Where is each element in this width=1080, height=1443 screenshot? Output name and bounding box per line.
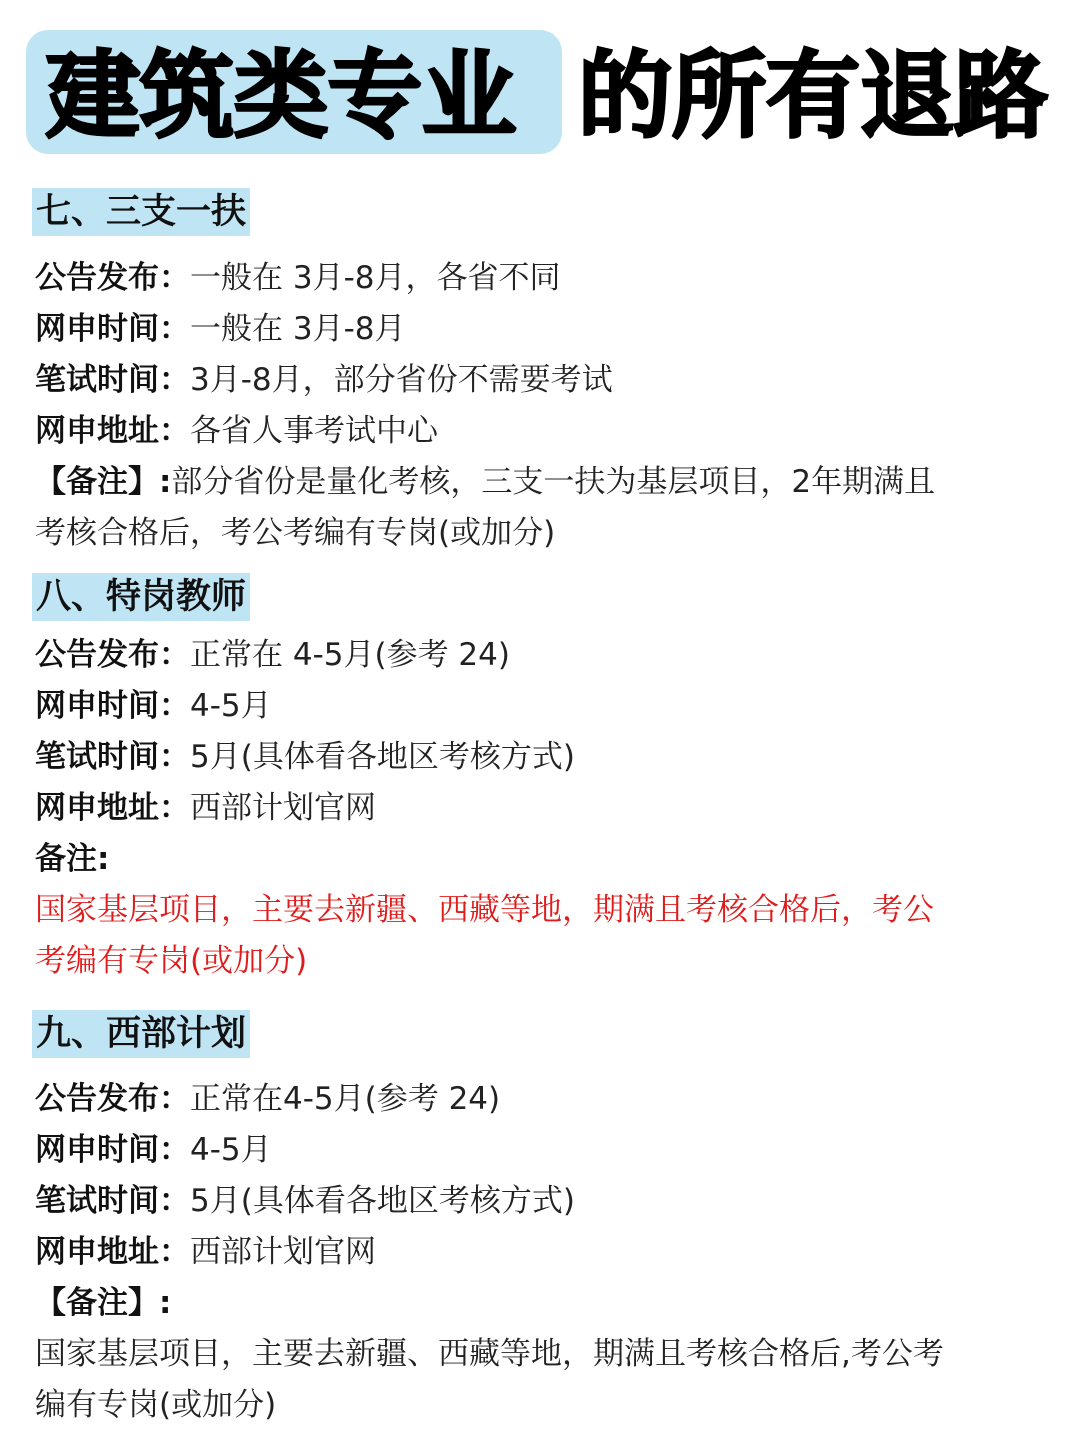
note-line [35,460,935,504]
section-heading-sanzhiyifu: 七、三支一扶 [32,188,250,236]
note-line [35,511,555,555]
note-text: 国家基层项目，主要去新疆、西藏等地，期满且考核合格后,考公考 [35,1336,944,1372]
info-row-announcement [35,256,561,300]
note-text: 编有专岗(或加分) [35,1387,277,1423]
info-row-apply-address [35,1230,376,1274]
row-value: 5月(具体看各地区考核方式) [190,1183,575,1219]
row-value: 正常在 4-5月(参考 24) [190,637,510,673]
note-label: 备注: [35,841,110,877]
info-row-apply-time [35,307,406,351]
row-value: 一般在 3月-8月 [190,311,406,347]
note-line [35,837,109,881]
note-text-red: 考编有专岗(或加分) [35,943,308,979]
row-label: 网申时间： [35,311,190,347]
row-label: 网申时间： [35,688,190,724]
row-label: 公告发布： [35,260,190,296]
note-text: 部分省份是量化考核，三支一扶为基层项目，2年期满且 [171,464,936,500]
page-title-highlighted: 建筑类专业 [46,42,517,151]
section-heading-tegang-teacher: 八、特岗教师 [32,573,250,621]
row-value: 一般在 3月-8月，各省不同 [190,260,561,296]
note-text-red: 国家基层项目，主要去新疆、西藏等地，期满且考核合格后，考公 [35,892,934,928]
row-label: 笔试时间： [35,1183,190,1219]
note-line [35,1281,171,1325]
note-label: 【备注】: [35,464,172,500]
row-value: 正常在4-5月(参考 24) [190,1081,501,1117]
info-row-announcement [35,1077,500,1121]
info-row-exam-time [35,735,575,779]
info-row-apply-address [35,409,438,453]
info-row-exam-time [35,1179,575,1223]
row-label: 笔试时间： [35,362,190,398]
row-label: 公告发布： [35,637,190,673]
row-value: 5月(具体看各地区考核方式) [190,739,575,775]
row-value: 西部计划官网 [190,1234,376,1270]
row-label: 笔试时间： [35,739,190,775]
info-row-apply-time [35,684,272,728]
row-label: 网申时间： [35,1132,190,1168]
row-value: 西部计划官网 [190,790,376,826]
row-label: 网申地址： [35,790,190,826]
page-title-rest: 的所有退路 [578,42,1049,151]
info-row-announcement [35,633,510,677]
row-label: 网申地址： [35,413,190,449]
note-text: 考核合格后，考公考编有专岗(或加分) [35,515,556,551]
info-row-apply-address [35,786,376,830]
section-heading-western-plan: 九、西部计划 [32,1010,250,1058]
row-value: 4-5月 [190,688,272,724]
row-label: 公告发布： [35,1081,190,1117]
row-value: 各省人事考试中心 [190,413,438,449]
row-label: 网申地址： [35,1234,190,1270]
row-value: 3月-8月，部分省份不需要考试 [190,362,613,398]
info-row-exam-time [35,358,613,402]
info-row-apply-time [35,1128,272,1172]
note-label: 【备注】: [35,1285,172,1321]
row-value: 4-5月 [190,1132,272,1168]
